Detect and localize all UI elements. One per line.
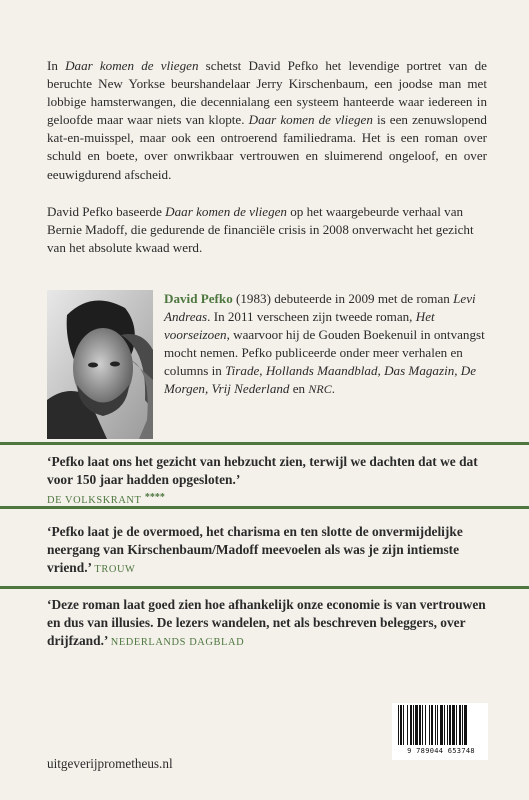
blurb-text: David Pefko baseerde xyxy=(47,204,166,219)
review-quote xyxy=(47,523,492,579)
publisher-url: uitgeverijprometheus.nl xyxy=(47,756,173,771)
book-title: Daar komen de vliegen xyxy=(165,204,287,219)
blurb-text: schetst David Pefko het levendige portret van de beruchte New Yorkse beurshandelaar Jerry Kirschenbaum, een joodse man met lobbige hamsterwangen, die decennialang een systeem hanteerde waar iedereen in geloofde maar waar niets van klopte. xyxy=(47,58,487,128)
quote-source: DE VOLKSKRANT xyxy=(47,495,142,507)
bio-text: , waarvoor hij de Gouden Boekenuil in ontvangst mocht nemen. Pefko publiceerde onder meer verhalen en columns in xyxy=(164,327,485,379)
blurb-text: In xyxy=(47,58,66,73)
barcode-bars xyxy=(392,705,488,749)
quote-source: NEDERLANDS DAGBLAD xyxy=(110,637,245,649)
book-title: Daar komen de vliegen xyxy=(65,58,199,73)
bio-publications: Tirade, Hollands Maandblad, Das Magazin, De Morgen, Vrij Nederland xyxy=(164,363,477,397)
quote-text: ‘Pefko laat je de overmoed, het charisma en ten slotte de onvermijdelijke neergang van Kirschenbaum/Madoff meevoelen als was je zijn intiemste vriend.’ xyxy=(47,524,463,576)
divider-rule xyxy=(0,506,529,509)
bio-text: (1983) debuteerde in 2009 met de roman xyxy=(232,291,454,306)
author-bio xyxy=(164,290,489,399)
isbn-number: 9 789044 653748 xyxy=(407,747,475,755)
author-photo xyxy=(47,290,153,439)
quote-text: ‘Pefko laat ons het gezicht van hebzucht zien, terwijl we dachten dat we dat voor 150 jaar hadden opgesloten.’ xyxy=(47,454,478,488)
divider-rule xyxy=(0,442,529,445)
quote-source: TROUW xyxy=(94,564,136,576)
bio-text: en xyxy=(289,381,309,397)
blurb-text: op het waargebeurde verhaal van Bernie Madoff, die gedurende de financiële crisis in 2008 onverwacht het gezicht van het absolute kwaad werd. xyxy=(47,204,474,256)
bio-book-title: Het voorseizoen xyxy=(164,309,435,343)
blurb-text: is een zenuwslopend kat-en-muisspel, maar ook een ontroerend familiedrama. Het is een roman over schuld en boete, over onwrikbaar vertrouwen en sluimerend ongeloof, en over eeuwigdurend afscheid. xyxy=(47,112,487,182)
book-title: Daar komen de vliegen xyxy=(248,112,373,128)
quote-text: ‘Deze roman laat goed zien hoe afhankelijk onze economie is van vertrouwen en dus van illusies. De lezers wandelen, net als beschreven beleggers, over drijfzand.’ xyxy=(47,597,486,649)
bio-publication-nrc: NRC xyxy=(308,382,332,397)
bio-book-title: Levi Andreas xyxy=(164,291,476,325)
blurb-paragraph-2 xyxy=(47,203,487,257)
review-quote xyxy=(47,453,492,510)
author-name: David Pefko xyxy=(164,291,233,306)
rating-stars: **** xyxy=(144,492,165,504)
bio-text: . In 2011 verscheen zijn tweede roman, xyxy=(207,309,416,325)
divider-rule xyxy=(0,586,529,589)
blurb-paragraph-1 xyxy=(47,57,487,184)
bio-text: . xyxy=(331,381,335,397)
review-quote xyxy=(47,596,492,652)
